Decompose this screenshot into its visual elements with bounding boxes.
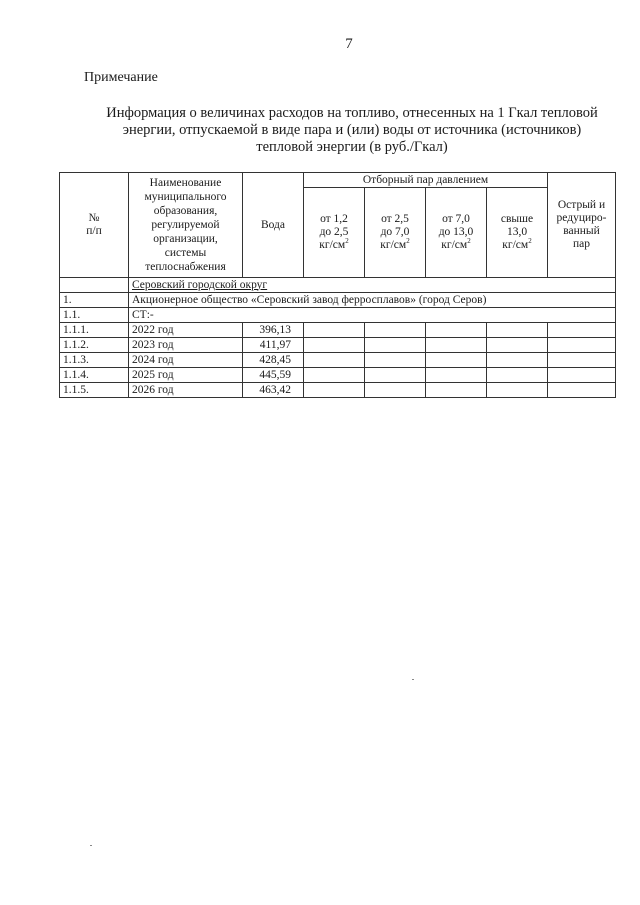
row-number: 1.1.2. — [60, 338, 129, 353]
title-line: Информация о величинах расходов на топливо, отнесенных на 1 Гкал тепловой — [106, 105, 598, 121]
row-empty-cell — [365, 368, 426, 383]
row-water-value: 428,45 — [243, 353, 304, 368]
system-row — [60, 308, 616, 323]
row-empty-cell — [426, 368, 487, 383]
organization-name: Акционерное общество «Серовский завод ферросплавов» (город Серов) — [129, 293, 616, 308]
row-water-value: 463,42 — [243, 383, 304, 398]
organization-row — [60, 293, 616, 308]
row-empty-cell — [365, 383, 426, 398]
row-empty-cell — [304, 338, 365, 353]
table-row — [60, 323, 616, 338]
row-empty-cell — [548, 368, 616, 383]
title-line: энергии, отпускаемой в виде пара и (или) воды от источника (источников) — [122, 122, 582, 138]
row-year: 2022 год — [129, 323, 243, 338]
table-row — [60, 338, 616, 353]
row-year: 2026 год — [129, 383, 243, 398]
row-empty-cell — [548, 338, 616, 353]
row-empty-cell — [304, 368, 365, 383]
table-row — [60, 368, 616, 383]
header-sharp-steam: Острый и редуциро- ванный пар — [548, 173, 616, 278]
row-empty-cell — [487, 323, 548, 338]
row-empty-cell — [426, 353, 487, 368]
row-year: 2024 год — [129, 353, 243, 368]
header-steam-group: Отборный пар давлением — [304, 173, 548, 188]
row-empty-cell — [487, 338, 548, 353]
header-pressure-2: от 2,5 до 7,0 $кг/см^2$ — [365, 188, 426, 278]
title-line: тепловой энергии (в руб./Гкал) — [256, 139, 448, 155]
row-year: 2025 год — [129, 368, 243, 383]
row-water-value: 411,97 — [243, 338, 304, 353]
row-number: 1.1. — [60, 308, 129, 323]
row-number: 1.1.3. — [60, 353, 129, 368]
row-empty-cell — [426, 383, 487, 398]
row-water-value: 396,13 — [243, 323, 304, 338]
row-year: 2023 год — [129, 338, 243, 353]
fuel-cost-table — [59, 172, 616, 398]
row-empty-cell — [548, 383, 616, 398]
row-empty-cell — [304, 353, 365, 368]
table-row — [60, 383, 616, 398]
row-empty-cell — [365, 323, 426, 338]
header-water: Вода — [243, 173, 304, 278]
note-heading: Примечание — [84, 70, 158, 85]
row-water-value: 445,59 — [243, 368, 304, 383]
row-empty-cell — [548, 323, 616, 338]
page-number: 7 — [345, 36, 353, 52]
scan-speck — [90, 845, 92, 846]
row-number: 1. — [60, 293, 129, 308]
table-row — [60, 353, 616, 368]
row-empty-cell — [426, 338, 487, 353]
header-pressure-4: свыше 13,0 $кг/см^2$ — [487, 188, 548, 278]
header-organization: Наименование муниципального образования, регулируемой организации, системы теплоснабжения — [129, 173, 243, 278]
row-empty-cell — [365, 338, 426, 353]
row-empty-cell — [365, 353, 426, 368]
row-number: 1.1.5. — [60, 383, 129, 398]
row-empty-cell — [548, 353, 616, 368]
row-empty-cell — [487, 383, 548, 398]
row-empty-cell — [487, 368, 548, 383]
scan-speck — [412, 679, 414, 680]
row-empty-cell — [304, 383, 365, 398]
header-number: № п/п — [60, 173, 129, 278]
document-title — [82, 105, 622, 156]
header-pressure-1: от 1,2 до 2,5 $кг/см^2$ — [304, 188, 365, 278]
system-name: СТ:- — [129, 308, 616, 323]
region-row — [60, 278, 616, 293]
header-pressure-3: от 7,0 до 13,0 $кг/см^2$ — [426, 188, 487, 278]
row-number: 1.1.4. — [60, 368, 129, 383]
row-number: 1.1.1. — [60, 323, 129, 338]
row-empty-cell — [304, 323, 365, 338]
region-name: Серовский городской округ — [129, 278, 616, 293]
row-empty-cell — [426, 323, 487, 338]
row-empty-cell — [487, 353, 548, 368]
